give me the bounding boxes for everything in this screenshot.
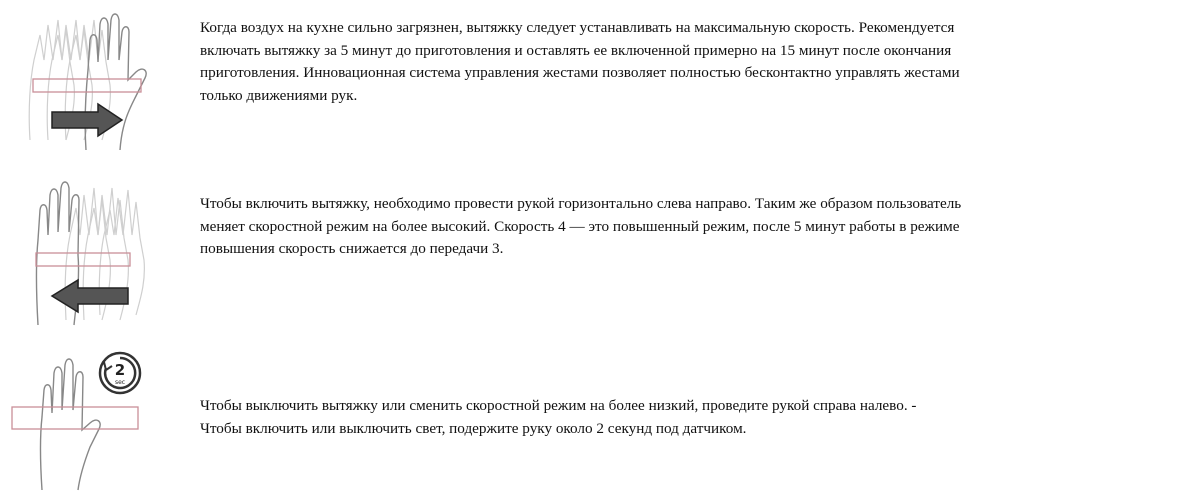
hand-swipe-right-icon: [0, 0, 190, 160]
arrow-right-icon: [52, 104, 122, 136]
hand-hold-2sec-icon: [0, 335, 190, 494]
arrow-left-icon: [52, 280, 128, 312]
instruction-text-1: [200, 17, 1195, 107]
text-line: включать вытяжку за 5 минут до приготовления и оставлять ее включенной примерно на 15 минут после окончания: [200, 41, 952, 59]
instruction-text-3: [200, 395, 1195, 440]
text-line: Когда воздух на кухне сильно загрязнен, вытяжку следует устанавливать на максимальную скорость. Рекомендуется: [200, 19, 955, 36]
instruction-row-1: [0, 0, 1200, 160]
instruction-row-2: [0, 160, 1200, 335]
sensor-bar: [36, 253, 130, 266]
hand-swipe-left-icon: [0, 160, 190, 335]
svg-text:sec: sec: [114, 379, 126, 386]
text-line: Чтобы включить вытяжку, необходимо провести рукой горизонтально слева направо. Таким же образом пользователь: [200, 195, 962, 212]
instruction-row-3: [0, 335, 1200, 494]
instruction-text-2: [200, 193, 1195, 261]
svg-text:2: 2: [114, 361, 126, 379]
text-line: повышения скорость снижается до передачи 3.: [200, 240, 504, 257]
text-line: только движениями рук.: [200, 86, 358, 104]
text-line: меняет скоростной режим на более высокий. Скорость 4 — это повышенный режим, после 5 минут работы в режиме: [200, 217, 960, 235]
text-line: Чтобы выключить вытяжку или сменить скоростной режим на более низкий, проведите рукой справа налево. -: [200, 397, 917, 414]
sensor-bar: [12, 407, 138, 429]
timer-icon: [100, 353, 140, 393]
text-line: Чтобы включить или выключить свет, подержите руку около 2 секунд под датчиком.: [200, 419, 747, 437]
text-line: приготовления. Инновационная система управления жестами позволяет полностью бесконтактно управлять жестами: [200, 64, 960, 81]
